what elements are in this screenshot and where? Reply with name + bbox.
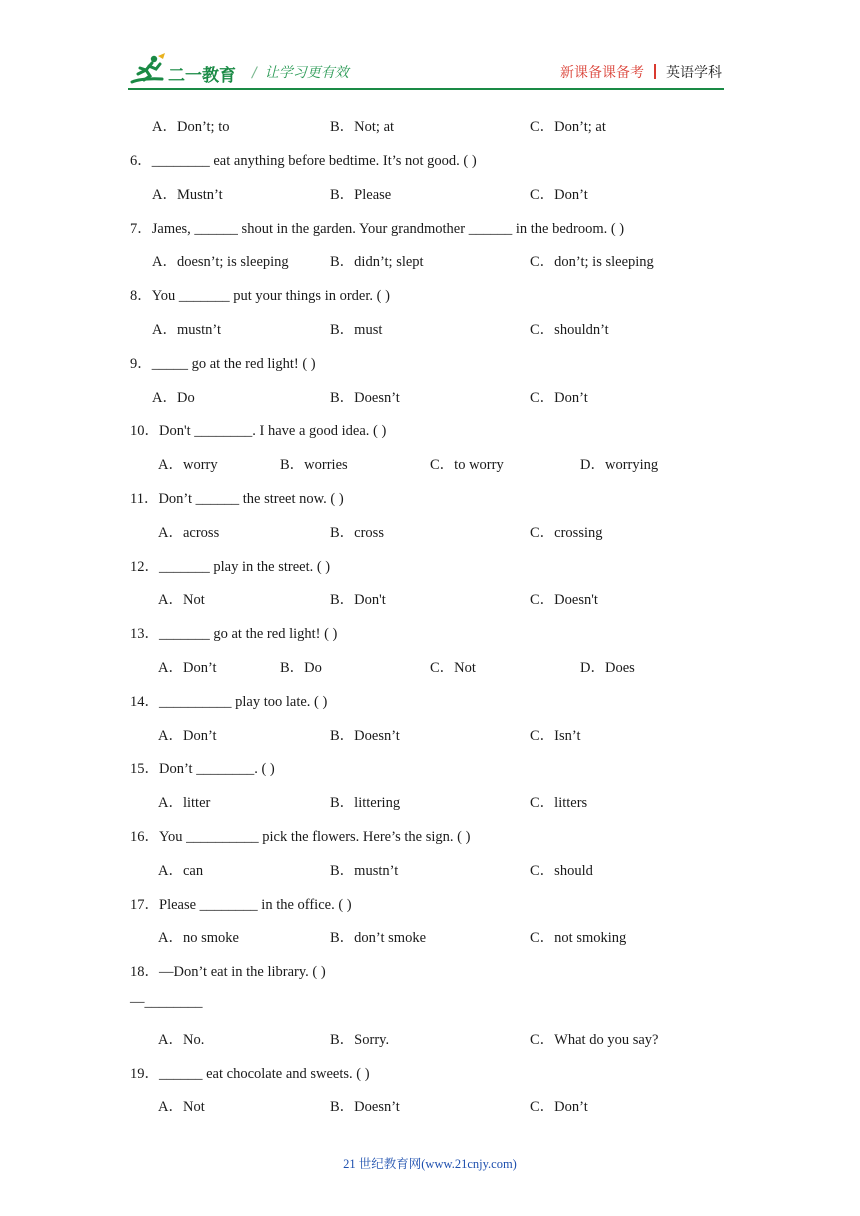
logo bbox=[128, 52, 248, 92]
answer-option: B．didn’t; slept bbox=[330, 254, 424, 270]
answer-option: B．don’t smoke bbox=[330, 930, 426, 946]
question-text: 9．_____ go at the red light! ( ) bbox=[130, 356, 316, 372]
answer-option: A．Don’t bbox=[158, 660, 217, 676]
answer-option: C．Don’t bbox=[530, 1099, 588, 1115]
answer-option: B．Doesn’t bbox=[330, 728, 400, 744]
answer-option: B．must bbox=[330, 322, 383, 338]
page-footer: 21 世纪教育网(www.21cnjy.com) bbox=[343, 1157, 517, 1171]
answer-option: A．across bbox=[158, 525, 220, 541]
answer-option: A．can bbox=[158, 863, 204, 879]
answer-option: B．Doesn’t bbox=[330, 1099, 400, 1115]
slogan-slash: / bbox=[252, 65, 257, 81]
question-text: 12．_______ play in the street. ( ) bbox=[130, 559, 331, 575]
answer-option: C．Don’t bbox=[530, 187, 588, 203]
answer-option: A．worry bbox=[158, 457, 218, 473]
answer-option: D．Does bbox=[580, 660, 635, 676]
question-text: 11．Don’t ______ the street now. ( ) bbox=[130, 491, 344, 507]
answer-option: B．littering bbox=[330, 795, 401, 811]
answer-option: A．no smoke bbox=[158, 930, 239, 946]
answer-option: B．Please bbox=[330, 187, 392, 203]
question-text: 7．James, ______ shout in the garden. Your grandmother ______ in the bedroom. ( ) bbox=[130, 221, 625, 237]
slogan bbox=[252, 62, 349, 82]
answer-option: C．shouldn’t bbox=[530, 322, 609, 338]
answer-option: C．Isn’t bbox=[530, 728, 581, 744]
question-text: 17．Please ________ in the office. ( ) bbox=[130, 897, 352, 913]
question-text: 18．—Don’t eat in the library. ( ) bbox=[130, 964, 326, 980]
answer-option: A．Mustn’t bbox=[152, 187, 223, 203]
answer-option: C．crossing bbox=[530, 525, 603, 541]
answer-option: A．mustn’t bbox=[152, 322, 222, 338]
answer-option: B．Do bbox=[280, 660, 322, 676]
answer-option: D．worrying bbox=[580, 457, 659, 473]
answer-option: B．Don't bbox=[330, 592, 386, 608]
answer-option: B．cross bbox=[330, 525, 384, 541]
answer-option: C．don’t; is sleeping bbox=[530, 254, 654, 270]
answer-option: A．Don’t bbox=[158, 728, 217, 744]
answer-option: A．Do bbox=[152, 390, 195, 406]
answer-option: C．to worry bbox=[430, 457, 504, 473]
subject-tag: 英语学科 bbox=[666, 65, 722, 81]
answer-option: B．mustn’t bbox=[330, 863, 399, 879]
runner-logo-icon bbox=[128, 52, 168, 90]
answer-option: C．Not bbox=[430, 660, 476, 676]
answer-option: A．doesn’t; is sleeping bbox=[152, 254, 289, 270]
question-text: 8．You _______ put your things in order. ( ) bbox=[130, 288, 390, 304]
answer-option: A．litter bbox=[158, 795, 211, 811]
answer-option: C．should bbox=[530, 863, 593, 879]
answer-option: C．Don’t bbox=[530, 390, 588, 406]
answer-option: B．Not; at bbox=[330, 119, 395, 135]
answer-option: C．What do you say? bbox=[530, 1032, 659, 1048]
question-text: 13．_______ go at the red light! ( ) bbox=[130, 626, 338, 642]
answer-option: C．Don’t; at bbox=[530, 119, 606, 135]
answer-option: B．Doesn’t bbox=[330, 390, 400, 406]
question-text: 19．______ eat chocolate and sweets. ( ) bbox=[130, 1066, 370, 1082]
answer-option: A．Don’t; to bbox=[152, 119, 230, 135]
logo-text: 二一教育 bbox=[168, 66, 236, 86]
page-header bbox=[0, 0, 860, 100]
question-text: 10．Don't ________. I have a good idea. ( ) bbox=[130, 423, 387, 439]
answer-option: A．Not bbox=[158, 592, 205, 608]
answer-option: B．worries bbox=[280, 457, 348, 473]
answer-option: A．No. bbox=[158, 1032, 205, 1048]
question-text: —________ bbox=[130, 994, 203, 1010]
answer-option: B．Sorry. bbox=[330, 1032, 390, 1048]
slogan-text: 让学习更有效 bbox=[264, 65, 349, 81]
answer-option: C．Doesn't bbox=[530, 592, 598, 608]
answer-option: C．litters bbox=[530, 795, 588, 811]
answer-option: C．not smoking bbox=[530, 930, 627, 946]
course-tag: 新课备课备考 bbox=[560, 65, 644, 81]
header-divider bbox=[128, 88, 724, 90]
question-text: 15．Don’t ________. ( ) bbox=[130, 761, 275, 777]
question-text: 14．__________ play too late. ( ) bbox=[130, 694, 328, 710]
tag-separator bbox=[654, 64, 656, 79]
question-text: 6．________ eat anything before bedtime. It’s not good. ( ) bbox=[130, 153, 477, 169]
answer-option: A．Not bbox=[158, 1099, 205, 1115]
question-text: 16．You __________ pick the flowers. Here’s the sign. ( ) bbox=[130, 829, 471, 845]
subject-tags bbox=[560, 62, 722, 82]
